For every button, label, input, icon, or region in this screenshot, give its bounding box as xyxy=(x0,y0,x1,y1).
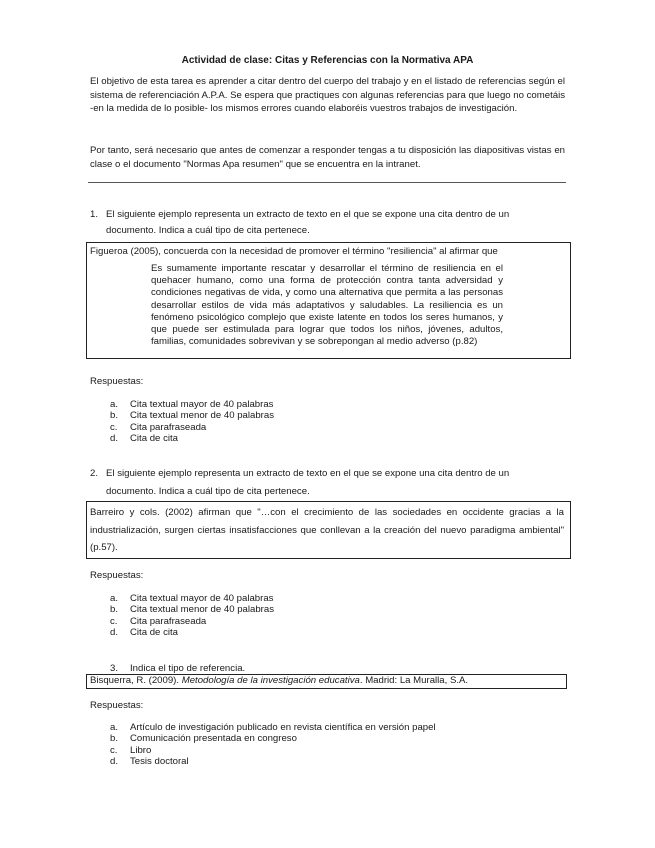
intro-paragraph-1: El objetivo de esta tarea es aprender a citar dentro del cuerpo del trabajo y en el listado de referencias según el sistema de referenciación A.P.A. Se espera que practiques con algunas referencias para que luego no cometáis -en la medida de lo posible- los mismos errores cuando elaboréis vuestros trabajos de investigación. xyxy=(90,76,566,115)
question-3-text: Indica el tipo de referencia. xyxy=(130,663,246,674)
options-list-3 xyxy=(110,722,436,767)
question-3-number: 3. xyxy=(110,663,119,674)
reference-author: Bisquerra, R. (2009). xyxy=(90,675,182,686)
question-2-line-1 xyxy=(90,466,565,482)
page-title: Actividad de clase: Citas y Referencias con la Normativa APA xyxy=(181,55,474,66)
quote-2-text: Barreiro y cols. (2002) afirman que "…con el crecimiento de las sociedades en occidente gracias a la industrialización, surgen ciertas insatisfacciones que conllevan a la creación del nuevo paradigma ambiental" (p.57). xyxy=(90,507,564,553)
reference-box xyxy=(86,674,567,689)
question-1-line-1 xyxy=(90,207,565,223)
option-1d[interactable]: d. Cita de cita xyxy=(110,432,178,444)
options-list-2 xyxy=(110,593,274,638)
option-1c[interactable]: c. Cita parafraseada xyxy=(110,421,207,433)
options-list-1 xyxy=(110,399,274,444)
question-1-line-2: documento. Indica a cuál tipo de cita pertenece. xyxy=(106,225,310,236)
question-1-text: El siguiente ejemplo representa un extracto de texto en el que se expone una cita dentro de un xyxy=(106,209,510,220)
answers-label-2: Respuestas: xyxy=(90,570,144,581)
option-1b[interactable]: b. Cita textual menor de 40 palabras xyxy=(110,410,274,422)
question-2-line-2: documento. Indica a cuál tipo de cita pertenece. xyxy=(106,486,310,497)
reference-title: Metodología de la investigación educativa xyxy=(181,675,360,686)
reference-publisher: . Madrid: La Muralla, S.A. xyxy=(359,675,469,686)
option-3d[interactable]: d. Tesis doctoral xyxy=(110,755,189,767)
question-1-number: 1. xyxy=(90,209,99,220)
divider xyxy=(88,182,566,183)
option-2a[interactable]: a. Cita textual mayor de 40 palabras xyxy=(110,593,274,604)
intro-paragraph-2: Por tanto, será necesario que antes de comenzar a responder tengas a tu disposición las diapositivas vistas en clase o el documento "Normas Apa resumen" que se encuentra en la intranet. xyxy=(90,145,565,170)
answers-label-3: Respuestas: xyxy=(90,700,144,711)
question-2-number: 2. xyxy=(90,468,99,479)
option-1a[interactable]: a. Cita textual mayor de 40 palabras xyxy=(110,399,274,410)
option-2c[interactable]: c. Cita parafraseada xyxy=(110,615,207,627)
quote-1-intro: Figueroa (2005), concuerda con la necesidad de promover el término "resiliencia" al afirmar que xyxy=(90,246,498,257)
answers-label-1: Respuestas: xyxy=(90,376,144,387)
quote-box-1 xyxy=(86,242,571,359)
option-2b[interactable]: b. Cita textual menor de 40 palabras xyxy=(110,604,274,616)
option-3a[interactable]: a. Artículo de investigación publicado en revista científica en versión papel xyxy=(110,722,436,733)
reference-text xyxy=(90,675,468,687)
quote-1-block: Es sumamente importante rescatar y desarrollar el término de resiliencia en el quehacer humano, como una forma de protección contra tanta adversidad y condiciones negativas de vida, y como una alternativa que permita a las personas desarrollar estilos de vida más adaptativos y saludables. La resiliencia es un fenómeno psicológico complejo que existe latente en todos los seres humanos, y que puede ser estimulada para lograr que todos los niños, jóvenes, adultos, familias, comunidades sobrevivan y se sobrepongan al medio adverso (p.82) xyxy=(151,263,503,348)
option-3b[interactable]: b. Comunicación presentada en congreso xyxy=(110,733,297,745)
option-3c[interactable]: c. Libro xyxy=(110,744,152,756)
quote-box-2 xyxy=(86,501,571,559)
question-2-text: El siguiente ejemplo representa un extracto de texto en el que se expone una cita dentro de un xyxy=(106,468,510,479)
option-2d[interactable]: d. Cita de cita xyxy=(110,626,178,638)
